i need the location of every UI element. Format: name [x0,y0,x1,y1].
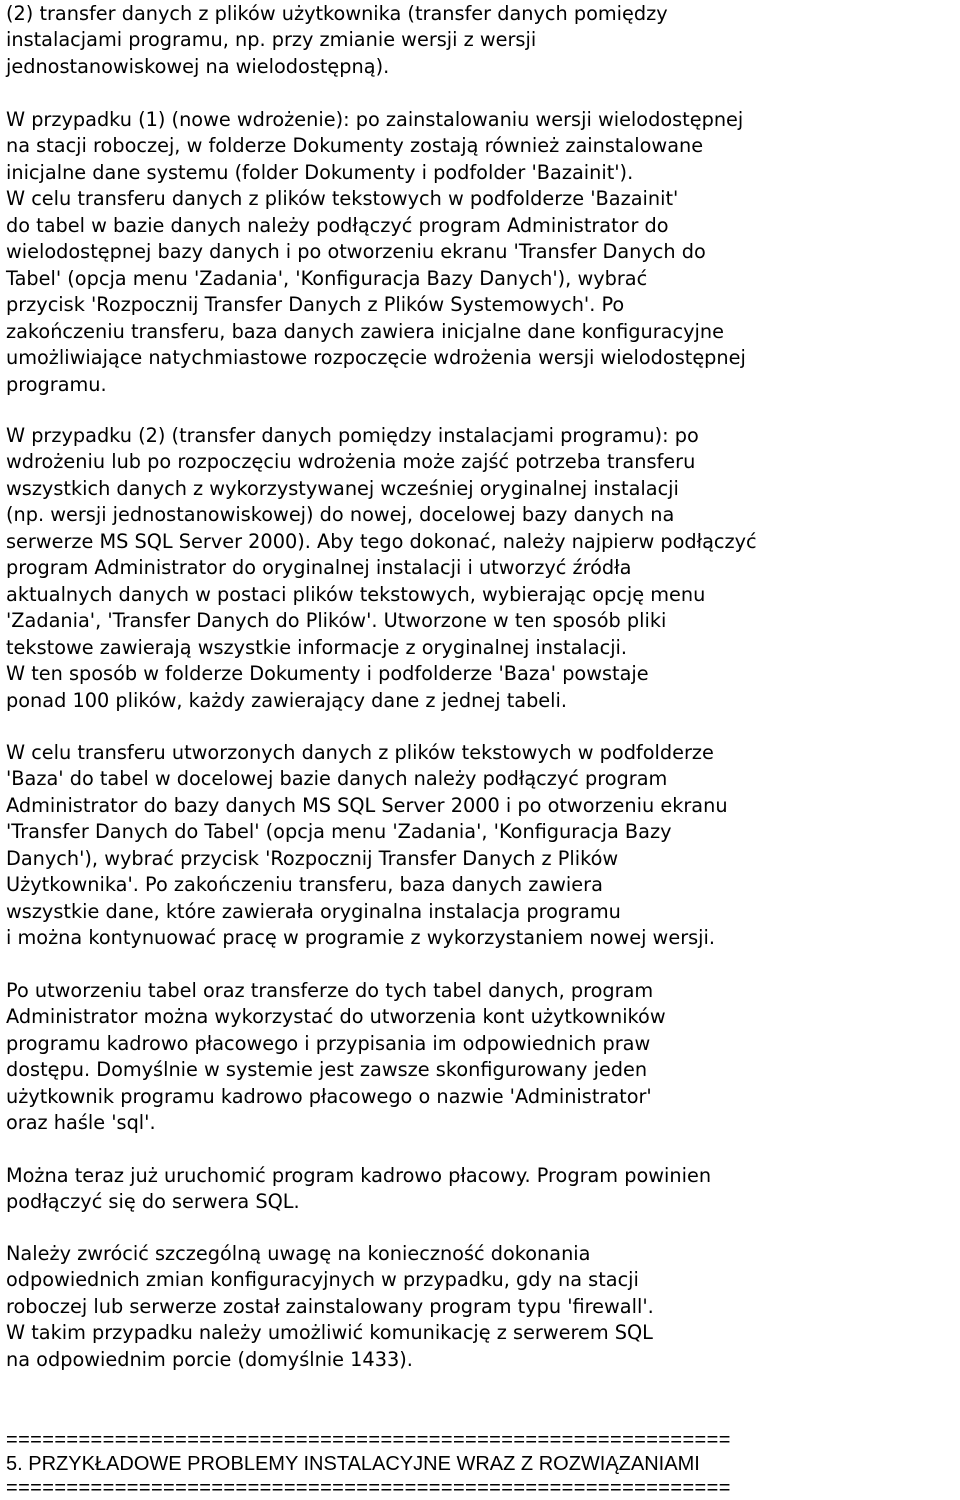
text-line: przycisk 'Rozpocznij Transfer Danych z Plików Systemowych'. Po [6,293,625,317]
text-line: programu kadrowo płacowego i przypisania im odpowiednich praw [6,1031,651,1055]
paragraph-user-accounts [6,978,666,1137]
text-line: wszystkich danych z wykorzystywanej wcześniej oryginalnej instalacji [6,476,679,500]
text-line: 'Baza' do tabel w docelowej bazie danych należy podłączyć program [6,767,668,791]
text-line: serwerze MS SQL Server 2000). Aby tego dokonać, należy najpierw podłączyć [6,529,757,553]
text-line: jednostanowiskowej na wielodostępną). [6,54,390,78]
text-line: instalacjami programu, np. przy zmianie wersji z wersji [6,28,537,52]
separator-rule-top: ============================================================ [6,1429,731,1451]
text-line: roboczej lub serwerze został zainstalowany program typu 'firewall'. [6,1294,654,1318]
text-line: Po utworzeniu tabel oraz transferze do tych tabel danych, program [6,979,654,1002]
section-header [6,1428,731,1500]
paragraph-case-1 [6,107,746,398]
text-line: aktualnych danych w postaci plików tekstowych, wybierając opcję menu [6,582,706,606]
text-line: W przypadku (1) (nowe wdrożenie): po zainstalowaniu wersji wielodostępnej [6,108,744,131]
separator-rule-bottom: ============================================================ [6,1477,731,1499]
text-line: W celu transferu danych z plików tekstowych w podfolderze 'Bazainit' [6,187,679,211]
text-line: Należy zwrócić szczególną uwagę na konieczność dokonania [6,1242,591,1265]
text-line: Użytkownika'. Po zakończeniu transferu, baza danych zawiera [6,873,603,897]
text-line: W celu transferu utworzonych danych z plików tekstowych w podfolderze [6,741,714,764]
text-line: Tabel' (opcja menu 'Zadania', 'Konfiguracja Bazy Danych'), wybrać [6,266,648,290]
text-line: na odpowiednim porcie (domyślnie 1433). [6,1347,413,1371]
text-line: na stacji roboczej, w folderze Dokumenty zostają również zainstalowane [6,134,704,158]
text-line: wielodostępnej bazy danych i po otworzeniu ekranu 'Transfer Danych do [6,240,706,264]
text-line: wdrożeniu lub po rozpoczęciu wdrożenia może zajść potrzeba transferu [6,450,696,474]
paragraph-transfer-intro [6,1,668,80]
text-line: i można kontynuować pracę w programie z wykorzystaniem nowej wersji. [6,926,716,950]
paragraph-firewall [6,1241,654,1373]
paragraph-transfer-files [6,740,728,952]
text-line: Danych'), wybrać przycisk 'Rozpocznij Transfer Danych z Plików [6,846,619,870]
text-line: programu. [6,372,107,396]
text-line: oraz haśle 'sql'. [6,1111,156,1135]
text-line: użytkownik programu kadrowo płacowego o nazwie 'Administrator' [6,1084,652,1108]
text-line: ponad 100 plików, każdy zawierający dane z jednej tabeli. [6,688,568,712]
text-line: (2) transfer danych z plików użytkownika (transfer danych pomiędzy [6,2,668,25]
section-heading: 5. PRZYKŁADOWE PROBLEMY INSTALACYJNE WRAZ Z ROZWIĄZANIAMI [6,1453,700,1475]
paragraph-case-2 [6,423,757,714]
text-line: Administrator do bazy danych MS SQL Server 2000 i po otworzeniu ekranu [6,793,728,817]
text-line: podłączyć się do serwera SQL. [6,1190,300,1214]
text-line: zakończeniu transferu, baza danych zawiera inicjalne dane konfiguracyjne [6,319,724,343]
text-line: W takim przypadku należy umożliwić komunikację z serwerem SQL [6,1321,653,1345]
text-line: Można teraz już uruchomić program kadrowo płacowy. Program powinien [6,1164,712,1187]
text-line: W ten sposób w folderze Dokumenty i podfolderze 'Baza' powstaje [6,662,649,686]
text-line: W przypadku (2) (transfer danych pomiędzy instalacjami programu): po [6,424,699,447]
text-line: 'Zadania', 'Transfer Danych do Plików'. Utworzone w ten sposób pliki [6,609,667,633]
text-line: dostępu. Domyślnie w systemie jest zawsze skonfigurowany jeden [6,1058,648,1082]
text-line: odpowiednich zmian konfiguracyjnych w przypadku, gdy na stacji [6,1268,639,1292]
text-line: umożliwiające natychmiastowe rozpoczęcie wdrożenia wersji wielodostępnej [6,346,746,370]
text-line: tekstowe zawierają wszystkie informacje z oryginalnej instalacji. [6,635,628,659]
paragraph-run-program [6,1163,711,1216]
text-line: do tabel w bazie danych należy podłączyć program Administrator do [6,213,669,237]
text-line: Administrator można wykorzystać do utworzenia kont użytkowników [6,1005,666,1029]
text-line: wszystkie dane, które zawierała oryginalna instalacja programu [6,899,621,923]
text-line: (np. wersji jednostanowiskowej) do nowej, docelowej bazy danych na [6,503,675,527]
text-line: program Administrator do oryginalnej instalacji i utworzyć źródła [6,556,632,580]
text-line: inicjalne dane systemu (folder Dokumenty i podfolder 'Bazainit'). [6,160,634,184]
text-line: 'Transfer Danych do Tabel' (opcja menu 'Zadania', 'Konfiguracja Bazy [6,820,672,844]
